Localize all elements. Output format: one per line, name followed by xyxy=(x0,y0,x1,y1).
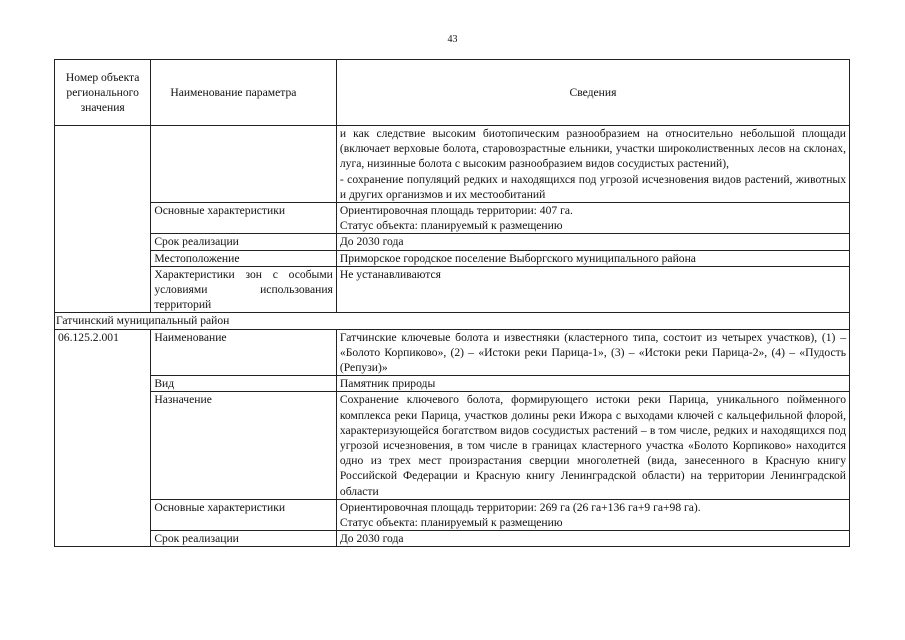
table-row xyxy=(55,531,850,547)
table-row xyxy=(55,499,850,530)
param-cell: Назначение xyxy=(151,392,337,499)
object-number-cell: 06.125.2.001 xyxy=(55,329,151,547)
table-row xyxy=(55,126,850,203)
value-cell: Ориентировочная площадь территории: 269 га (26 га+136 га+9 га+98 га). Статус объекта: планируемый к размещению xyxy=(336,499,849,530)
param-cell: Наименование xyxy=(151,329,337,376)
parameters-table xyxy=(54,59,850,547)
page-number: 43 xyxy=(447,34,458,45)
param-cell: Основные характеристики xyxy=(151,499,337,530)
table-row xyxy=(55,329,850,376)
value-cell: Не устанавливаются xyxy=(336,266,849,313)
param-cell: Характеристики зон с особыми условиями использования территорий xyxy=(151,266,337,313)
param-cell: Основные характеристики xyxy=(151,203,337,234)
table-row xyxy=(55,250,850,266)
value-cell: Гатчинские ключевые болота и известняки (кластерного типа, состоит из четырех участков), (1) – «Болото Корпиково», (2) – «Истоки реки Парица-1», (3) – «Истоки реки Парица-2», (4) – «Пудость (Репузи)» xyxy=(336,329,849,376)
table-row xyxy=(55,203,850,234)
value-cell: Приморское городское поселение Выборгского муниципального района xyxy=(336,250,849,266)
table-row xyxy=(55,392,850,499)
header-object-number: Номер объекта регионального значения xyxy=(55,60,151,126)
param-cell: Срок реализации xyxy=(151,531,337,547)
section-row xyxy=(55,313,850,329)
header-parameter-name: Наименование параметра xyxy=(151,60,337,126)
param-cell: Местоположение xyxy=(151,250,337,266)
param-cell: Вид xyxy=(151,376,337,392)
value-cell: Памятник природы xyxy=(336,376,849,392)
table-header-row xyxy=(55,60,850,126)
table-row xyxy=(55,234,850,250)
value-cell: и как следствие высоким биотопическим разнообразием на относительно небольшой площади (включает верховые болота, старовозрастные ельники, участки широколиственных лесов на склонах, луга, низинные болота с высоким разнообразием видов сосудистых растений), - сохранение популяций редких и находящихся под угрозой исчезновения видов растений, животных и других организмов и их местообитаний xyxy=(336,126,849,203)
value-cell: Сохранение ключевого болота, формирующего истоки реки Парица, уникального пойменного комплекса реки Парица, участков долины реки Ижора с выходами ключей с кальцефильной флорой, характеризующейся богатством видов сосудистых растений – в том числе, редких и находящихся под угрозой исчезновения, в том числе в границах кластерного участка «Болото Корпиково» находится одно из трех мест произрастания сверции многолетней (вида, занесенного в Красную книгу Российской Федерации и Красную книгу Ленинградской области) на территории Ленинградской области xyxy=(336,392,849,499)
header-details: Сведения xyxy=(336,60,849,126)
object-number-cell-empty xyxy=(55,126,151,313)
param-cell: Срок реализации xyxy=(151,234,337,250)
value-cell: До 2030 года xyxy=(336,234,849,250)
param-cell xyxy=(151,126,337,203)
section-title: Гатчинский муниципальный район xyxy=(55,313,850,329)
table-row xyxy=(55,266,850,313)
table-row xyxy=(55,376,850,392)
value-cell: Ориентировочная площадь территории: 407 га. Статус объекта: планируемый к размещению xyxy=(336,203,849,234)
value-cell: До 2030 года xyxy=(336,531,849,547)
